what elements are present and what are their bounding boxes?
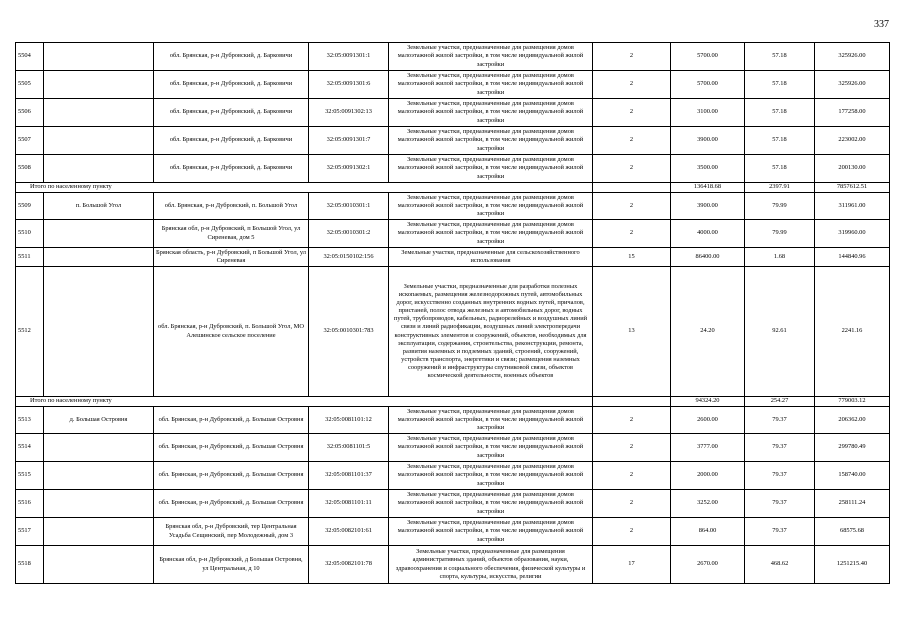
rate-cell: 57.18 — [745, 127, 815, 155]
settlement-cell: д. Большая Островня — [44, 407, 154, 434]
land-use-cell: Земельные участки, предназначенные для размещения административных зданий, объектов образования, науки, здравоохранения и социального обеспечения, физической культуры и спорта, культуры, искусства, религии — [389, 546, 593, 584]
cadastral-number-cell: 32:05:0091301:7 — [309, 127, 389, 155]
area-cell: 3900.00 — [671, 193, 745, 220]
category-code-cell: 2 — [593, 434, 671, 462]
settlement-cell — [44, 434, 154, 462]
rate-cell: 468.62 — [745, 546, 815, 584]
value-cell: 325926.00 — [815, 43, 890, 71]
cadastral-number-cell: 32:05:0010301:783 — [309, 267, 389, 397]
table-row — [16, 43, 890, 71]
rate-cell: 79.37 — [745, 518, 815, 546]
settlement-cell — [44, 462, 154, 490]
table-row — [16, 518, 890, 546]
address-cell: Брянская обл, р-н Дубровский, п Большой Угол, ул Сиреневая, дом 5 — [154, 220, 309, 248]
value-cell: 258111.24 — [815, 490, 890, 518]
area-cell: 3252.00 — [671, 490, 745, 518]
value-cell: 200130.00 — [815, 155, 890, 183]
category-code-cell: 17 — [593, 546, 671, 584]
row-number: 5509 — [16, 193, 44, 220]
settlement-cell — [44, 71, 154, 99]
settlement-total-row — [16, 183, 890, 193]
land-use-cell: Земельные участки, предназначенные для размещения домов малоэтажной жилой застройки, в том числе индивидуальной жилой застройки — [389, 518, 593, 546]
land-use-cell: Земельные участки, предназначенные для размещения домов малоэтажной жилой застройки, в том числе индивидуальной жилой застройки — [389, 490, 593, 518]
land-use-cell: Земельные участки, предназначенные для размещения домов малоэтажной жилой застройки, в том числе индивидуальной жилой застройки — [389, 193, 593, 220]
settlement-cell — [44, 43, 154, 71]
value-cell: 177258.00 — [815, 99, 890, 127]
value-cell: 144840.96 — [815, 248, 890, 267]
value-cell: 299780.49 — [815, 434, 890, 462]
table-row — [16, 267, 890, 397]
area-cell: 4000.00 — [671, 220, 745, 248]
address-cell: обл. Брянская, р-н Дубровский, п. Большой Угол, МО Алешинское сельское поселение — [154, 267, 309, 397]
area-cell: 864.00 — [671, 518, 745, 546]
area-cell: 2000.00 — [671, 462, 745, 490]
table-row — [16, 248, 890, 267]
cadastral-number-cell: 32:05:0082101:61 — [309, 518, 389, 546]
cadastral-number-cell: 32:05:0082101:78 — [309, 546, 389, 584]
rate-cell: 79.37 — [745, 490, 815, 518]
settlement-total-row — [16, 397, 890, 407]
total-rate: 254.27 — [745, 397, 815, 407]
table-body — [16, 43, 890, 584]
cadastral-value-table — [15, 42, 890, 584]
cadastral-number-cell: 32:05:0091302:13 — [309, 99, 389, 127]
category-code-cell — [593, 183, 671, 193]
row-number: 5506 — [16, 99, 44, 127]
rate-cell: 79.99 — [745, 193, 815, 220]
category-code-cell: 15 — [593, 248, 671, 267]
rate-cell: 57.18 — [745, 43, 815, 71]
land-use-cell: Земельные участки, предназначенные для размещения домов малоэтажной жилой застройки, в том числе индивидуальной жилой застройки — [389, 462, 593, 490]
area-cell: 5700.00 — [671, 71, 745, 99]
rate-cell: 79.37 — [745, 434, 815, 462]
rate-cell: 57.18 — [745, 99, 815, 127]
row-number: 5511 — [16, 248, 44, 267]
table-row — [16, 462, 890, 490]
category-code-cell: 13 — [593, 267, 671, 397]
row-number: 5518 — [16, 546, 44, 584]
settlement-cell — [44, 155, 154, 183]
page-number: 337 — [874, 19, 889, 30]
value-cell: 325926.00 — [815, 71, 890, 99]
address-cell: обл. Брянская, р-н Дубровский, д. Барковичи — [154, 43, 309, 71]
address-cell: Брянская обл, р-н Дубровский, тер Центральная Усадьба Сещинский, пер Молодежный, дом 3 — [154, 518, 309, 546]
rate-cell: 79.37 — [745, 462, 815, 490]
value-cell: 158740.00 — [815, 462, 890, 490]
land-use-cell: Земельные участки, предназначенные для размещения домов малоэтажной жилой застройки, в том числе индивидуальной жилой застройки — [389, 43, 593, 71]
total-area: 94324.20 — [671, 397, 745, 407]
total-value: 7857612.51 — [815, 183, 890, 193]
land-use-cell: Земельные участки, предназначенные для разработки полезных ископаемых, размещения железнодорожных путей, автомобильных дорог, искусственно созданных внутренних водных путей, причалов, пристаней, полос отвода железных и автомобильных дорог, водных путей, трубопроводов, кабельных, радиорелейных и воздушных линий связи и линий радиофикации, воздушных линий электропередачи конструктивных элементов и сооружений, объектов, необходимых для эксплуатации, содержания, строительства, реконструкции, ремонта, развития наземных и подземных зданий, строений, сооружений, устройств транспорта, энергетики и связи; размещения наземных сооружений и инфраструктуры спутниковой связи, объектов космической деятельности, военных объектов — [389, 267, 593, 397]
land-use-cell: Земельные участки, предназначенные для размещения домов малоэтажной жилой застройки, в том числе индивидуальной жилой застройки — [389, 155, 593, 183]
total-area: 136418.68 — [671, 183, 745, 193]
address-cell: обл. Брянская, р-н Дубровский, д. Большая Островня — [154, 462, 309, 490]
settlement-cell — [44, 99, 154, 127]
category-code-cell — [593, 397, 671, 407]
address-cell: обл. Брянская, р-н Дубровский, п. Большой Угол — [154, 193, 309, 220]
row-number: 5504 — [16, 43, 44, 71]
rate-cell: 1.68 — [745, 248, 815, 267]
rate-cell: 57.18 — [745, 155, 815, 183]
table-row — [16, 434, 890, 462]
category-code-cell: 2 — [593, 518, 671, 546]
area-cell: 2600.00 — [671, 407, 745, 434]
category-code-cell: 2 — [593, 43, 671, 71]
row-number: 5508 — [16, 155, 44, 183]
table-row — [16, 155, 890, 183]
address-cell: обл. Брянская, р-н Дубровский, д. Большая Островня — [154, 490, 309, 518]
row-number: 5515 — [16, 462, 44, 490]
table-row — [16, 220, 890, 248]
address-cell: обл. Брянская, р-н Дубровский, д. Барковичи — [154, 127, 309, 155]
land-use-cell: Земельные участки, предназначенные для размещения домов малоэтажной жилой застройки, в том числе индивидуальной жилой застройки — [389, 407, 593, 434]
value-cell: 223002.00 — [815, 127, 890, 155]
cadastral-number-cell: 32:05:0081101:5 — [309, 434, 389, 462]
category-code-cell: 2 — [593, 490, 671, 518]
table-row — [16, 490, 890, 518]
row-number: 5514 — [16, 434, 44, 462]
rate-cell: 57.18 — [745, 71, 815, 99]
category-code-cell: 2 — [593, 407, 671, 434]
area-cell: 3500.00 — [671, 155, 745, 183]
category-code-cell: 2 — [593, 127, 671, 155]
category-code-cell: 2 — [593, 155, 671, 183]
land-use-cell: Земельные участки, предназначенные для размещения домов малоэтажной жилой застройки, в том числе индивидуальной жилой застройки — [389, 99, 593, 127]
settlement-cell — [44, 490, 154, 518]
cadastral-number-cell: 32:05:0081101:37 — [309, 462, 389, 490]
settlement-cell: п. Большой Угол — [44, 193, 154, 220]
rate-cell: 79.37 — [745, 407, 815, 434]
settlement-cell — [44, 546, 154, 584]
cadastral-number-cell: 32:05:0081101:12 — [309, 407, 389, 434]
category-code-cell: 2 — [593, 99, 671, 127]
area-cell: 24.20 — [671, 267, 745, 397]
settlement-cell — [44, 220, 154, 248]
row-number: 5517 — [16, 518, 44, 546]
table-row — [16, 99, 890, 127]
land-use-cell: Земельные участки, предназначенные для сельскохозяйственного использования — [389, 248, 593, 267]
settlement-cell — [44, 127, 154, 155]
row-number: 5510 — [16, 220, 44, 248]
address-cell: Брянская область, р-н Дубровский, п Большой Угол, ул Сиреневая — [154, 248, 309, 267]
table-row — [16, 127, 890, 155]
category-code-cell: 2 — [593, 71, 671, 99]
value-cell: 311961.00 — [815, 193, 890, 220]
rate-cell: 79.99 — [745, 220, 815, 248]
address-cell: обл. Брянская, р-н Дубровский, д. Барковичи — [154, 99, 309, 127]
category-code-cell: 2 — [593, 193, 671, 220]
total-rate: 2397.91 — [745, 183, 815, 193]
address-cell: Брянская обл, р-н Дубровский, д Большая Островня, ул Центральная, д 10 — [154, 546, 309, 584]
total-label: Итого по населенному пункту — [16, 183, 593, 193]
table-row — [16, 71, 890, 99]
address-cell: обл. Брянская, р-н Дубровский, д. Барковичи — [154, 71, 309, 99]
cadastral-number-cell: 32:05:0150102:156 — [309, 248, 389, 267]
area-cell: 5700.00 — [671, 43, 745, 71]
value-cell: 2241.16 — [815, 267, 890, 397]
category-code-cell: 2 — [593, 462, 671, 490]
table-row — [16, 546, 890, 584]
settlement-cell — [44, 518, 154, 546]
value-cell: 319960.00 — [815, 220, 890, 248]
area-cell: 3900.00 — [671, 127, 745, 155]
area-cell: 3100.00 — [671, 99, 745, 127]
table-row — [16, 407, 890, 434]
address-cell: обл. Брянская, р-н Дубровский, д. Большая Островня — [154, 407, 309, 434]
total-value: 779003.12 — [815, 397, 890, 407]
address-cell: обл. Брянская, р-н Дубровский, д. Барковичи — [154, 155, 309, 183]
area-cell: 86400.00 — [671, 248, 745, 267]
area-cell: 3777.00 — [671, 434, 745, 462]
row-number: 5512 — [16, 267, 44, 397]
value-cell: 68575.68 — [815, 518, 890, 546]
land-use-cell: Земельные участки, предназначенные для размещения домов малоэтажной жилой застройки, в том числе индивидуальной жилой застройки — [389, 127, 593, 155]
land-use-cell: Земельные участки, предназначенные для размещения домов малоэтажной жилой застройки, в том числе индивидуальной жилой застройки — [389, 220, 593, 248]
land-use-cell: Земельные участки, предназначенные для размещения домов малоэтажной жилой застройки, в том числе индивидуальной жилой застройки — [389, 71, 593, 99]
cadastral-number-cell: 32:05:0091301:1 — [309, 43, 389, 71]
cadastral-number-cell: 32:05:0091301:6 — [309, 71, 389, 99]
cadastral-number-cell: 32:05:0091302:1 — [309, 155, 389, 183]
row-number: 5507 — [16, 127, 44, 155]
row-number: 5505 — [16, 71, 44, 99]
table-row — [16, 193, 890, 220]
value-cell: 1251215.40 — [815, 546, 890, 584]
land-use-cell: Земельные участки, предназначенные для размещения домов малоэтажной жилой застройки, в том числе индивидуальной жилой застройки — [389, 434, 593, 462]
cadastral-number-cell: 32:05:0081101:11 — [309, 490, 389, 518]
category-code-cell: 2 — [593, 220, 671, 248]
settlement-cell — [44, 267, 154, 397]
address-cell: обл. Брянская, р-н Дубровский, д. Большая Островня — [154, 434, 309, 462]
cadastral-number-cell: 32:05:0010301:1 — [309, 193, 389, 220]
cadastral-number-cell: 32:05:0010301:2 — [309, 220, 389, 248]
row-number: 5516 — [16, 490, 44, 518]
total-label: Итого по населенному пункту — [16, 397, 593, 407]
settlement-cell — [44, 248, 154, 267]
rate-cell: 92.61 — [745, 267, 815, 397]
value-cell: 206362.00 — [815, 407, 890, 434]
area-cell: 2670.00 — [671, 546, 745, 584]
row-number: 5513 — [16, 407, 44, 434]
